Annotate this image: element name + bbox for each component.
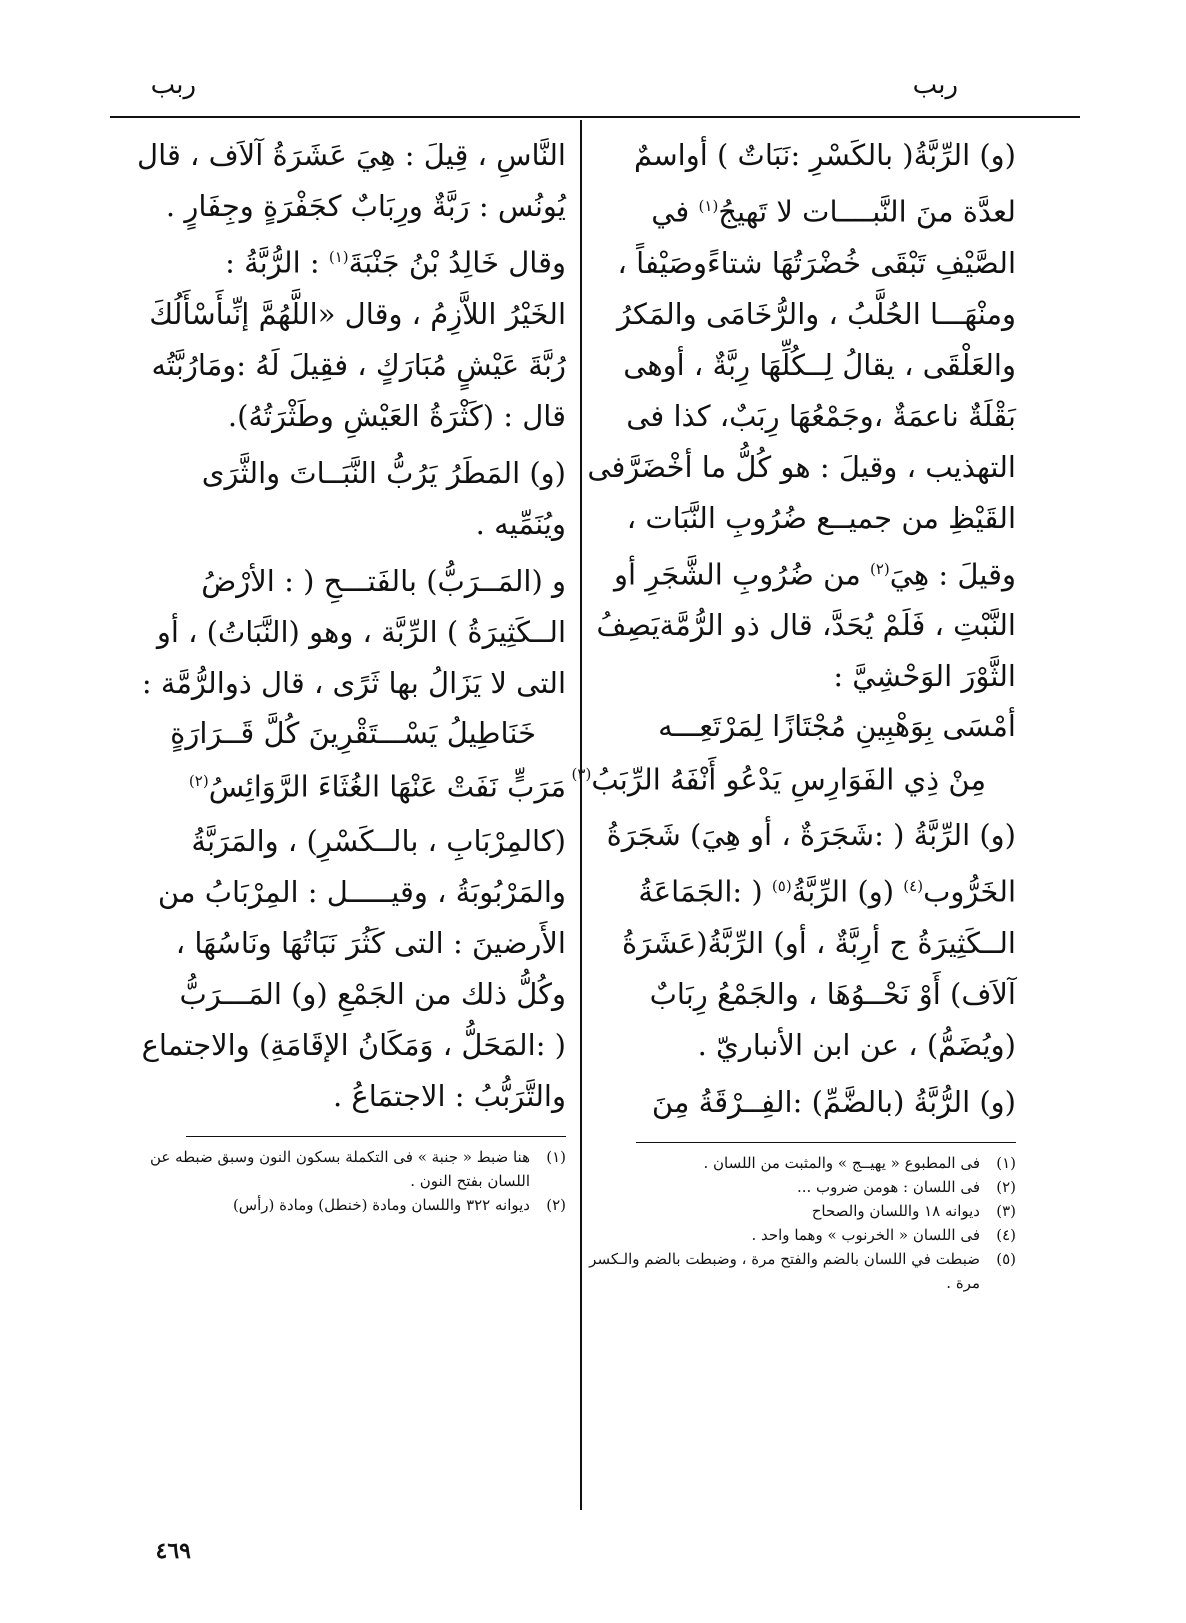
- footnote-marker: (٢): [188, 771, 209, 790]
- footnote-marker: (١): [328, 248, 349, 266]
- verse-line: [116, 757, 566, 811]
- verse-line: [566, 750, 1016, 804]
- footnote-text: هنا ضبط « جنبة » فى التكملة بسكون النون وسبق ضبطه عن اللسان بفتح النون .: [149, 1148, 530, 1191]
- footnote-rule: [636, 1142, 1016, 1143]
- footnote-marker: (٥): [771, 876, 792, 895]
- entry-paragraph: (و) الرِّبَّةُ ( :شَجَرَةٌ ، أو هِيَ) شَجَرَةُ الخَرُّوب$^{(٤)}$ (و) الرِّبَّةُ$^{(٥)}$ ( :الجَمَاعَةُ الــكَثِيرَةُ ج أرِبَّةٌ ، أو) الرِّبَّةُ(عَشَرَةُ آلاَف) أَوْ نَحْــوُهَا ، والجَمْعُ رِبَابٌ (ويُضَمُّ) ، عن ابن الأنباريّ .: [606, 817, 1016, 1062]
- verse-line: أمْسَى بِوَهْبِينِ مُجْتَازًا لِمَرْتَعِـــه: [658, 709, 1016, 744]
- footnote-text: فى المطبوع « يهيــج » والمثبت من اللسان .: [703, 1153, 980, 1172]
- footnote-rule: [186, 1136, 566, 1137]
- footnote: [566, 1223, 1016, 1247]
- footnote-number: (١): [996, 1153, 1016, 1172]
- verse-line: خَنَاطِيلُ يَسْـــتَقْرِينَ كُلَّ قَــرَارَةٍ: [170, 715, 536, 750]
- paragraph-text: من ضُرُوبِ الشَّجَرِ أو النَّبْتِ ، فَلَمْ يُحَدَّ، قال ذو الرُّمَّةيَصِفُ الثَّوْرَ الوَحْشِيَّ :: [596, 557, 1016, 694]
- entry-paragraph: [566, 130, 1016, 702]
- verse-text: مِنْ ذِي الفَوَارِسِ يَدْعُو أَنْفَهُ الرِّبَبُ: [591, 762, 986, 797]
- paragraph-text: ( :الجَمَاعَةُ الــكَثِيرَةُ ج أرِبَّةٌ ، أو) الرِّبَّةُ(عَشَرَةُ آلاَف) أَوْ نَحْــوُهَا ، والجَمْعُ رِبَابٌ (ويُضَمُّ) ، عن ابن الأنباريّ .: [621, 874, 1016, 1062]
- footnote-text: فى اللسان « الخرنوب » وهما واحد .: [751, 1225, 980, 1244]
- footnote-number: (١): [546, 1148, 566, 1167]
- paragraph-text: و) الرِّبَّةُ: [791, 874, 883, 909]
- paragraph-text: : الرُّبَّةُ : الخَيْرُ اللاَّزِمُ ، وقال «اللَّهُمَّ إنِّىأَسْأَلُكَ رُبَّةَ عَيْشٍ مُبَارَكٍ ، فقِيلَ لَهُ :ومَارُبَّتُه قال : (كَثْرَةُ العَيْشِ وطَثْرَتُهُ).: [149, 245, 566, 433]
- footnote-number: (٢): [546, 1196, 566, 1215]
- footnote-number: (٢): [996, 1177, 1016, 1196]
- footnote-number: (٣): [996, 1201, 1016, 1220]
- footnotes: [116, 1145, 566, 1217]
- footnote: [566, 1151, 1016, 1175]
- footnote-marker: (٣): [571, 765, 592, 784]
- footnote: [566, 1175, 1016, 1199]
- footnote-number: (٤): [996, 1225, 1016, 1244]
- right-column: [566, 130, 1016, 1295]
- footnote: [116, 1193, 566, 1217]
- left-column: [116, 130, 566, 1217]
- footnotes: [566, 1151, 1016, 1295]
- running-head-left: ربب: [150, 70, 196, 100]
- entry-paragraph: و (المَــرَبُّ) بالفَتـــحِ ( : الأرْضُ الــكَثِيرَةُ ) الرِّبَّة ، وهو (النَّبَاتُ) ، أو التى لا يَزَالُ بها ثَرًى ، قال ذوالرُّمَّة :: [141, 563, 566, 700]
- header-rule: [110, 116, 1080, 118]
- entry-paragraph: (و) الرُّبَّةُ (بالضَّمِّ) :الفِــرْقَةُ مِنَ: [651, 1084, 1016, 1119]
- footnote-marker: (٤): [903, 876, 924, 895]
- footnote: [566, 1199, 1016, 1223]
- entry-paragraph: (و) المَطَرُ يَرُبُّ النَّبَــاتَ والثَّرَى ويُنَمِّيه .: [201, 455, 566, 541]
- paragraph-text: وقال خَالِدُ بْنُ جَنْبَةَ: [348, 245, 566, 280]
- paragraph-text: في الصَّيْفِ تَبْقَى خُضْرَتُهَا شتاءًوصَيْفاً ، ومنْهَـــا الحُلَّبُ ، والرُّخَامَى والمَكرُ والعَلْقَى ، يقالُ لِــكُلِّهَا رِبَّةٌ ، أوهى بَقْلَةٌ ناعمَةٌ ،وجَمْعُهَا رِبَبٌ، كذا فى التهذيب ، وقيلَ : هو كُلُّ ما أخْضَرَّفى القَيْظِ من جميــع ضُرُوبِ النَّبَات ، وقيلَ : هِيَ: [587, 194, 1016, 592]
- page-number: ٤٦٩: [155, 1538, 191, 1564]
- footnote-text: فى اللسان : هومن ضروب ...: [796, 1177, 980, 1196]
- footnote: [116, 1145, 566, 1193]
- verse-text: مَرَبٍّ نَفَتْ عَنْهَا الغُثَاءَ الرَّوَائِسُ: [208, 769, 566, 804]
- running-head-right: ربب: [912, 70, 958, 100]
- entry-paragraph: النَّاسِ ، قِيلَ : هِيَ عَشَرَةُ آلاَف ، قال يُونُس : رَبَّةٌ ورِبَابٌ كجَفْرَةٍ وجِفَارٍ .: [137, 138, 566, 223]
- footnote-text: ضبطت في اللسان بالضم والفتح مرة ، وضبطت بالضم والـكسر مرة .: [589, 1249, 980, 1292]
- footnote-text: ديوانه ٣٢٢ واللسان ومادة (خنطل) ومادة (رأس): [232, 1196, 530, 1215]
- footnote-text: ديوانه ١٨ واللسان والصحاح: [811, 1201, 980, 1220]
- paragraph-text: (و) الرِّبَّةُ( بالكَسْرِ :نَبَاتٌ ) أواسمٌ لعدَّة منَ النَّبــــات لا تَهيجُ: [634, 138, 1016, 229]
- entry-paragraph: (كالمِرْبَابِ ، بالــكَسْرِ) ، والمَرَبَّةُ والمَرْبُوبَةُ ، وقيـــــل : المِرْبَابُ من الأَرضينَ : التى كَثُرَ نَبَاتُهَا ونَاسُهَا ، وكُلُّ ذلك من الجَمْعِ (و) المَـــرَبُّ ( :المَحَلُّ ، وَمَكَانُ الإقَامَةِ) والاجتماع والتَّرَبُّبُ : الاجتمَاعُ .: [141, 824, 566, 1114]
- footnote-marker: (٢): [869, 559, 890, 578]
- footnote-number: (٥): [996, 1249, 1016, 1268]
- footnote-marker: (١): [698, 197, 719, 215]
- footnote: [566, 1247, 1016, 1295]
- paragraph-text: (و) الرِّبَّةُ ( :شَجَرَةٌ ، أو هِيَ) شَجَرَةُ الخَرُّوب: [606, 817, 1016, 909]
- entry-paragraph: [116, 232, 566, 442]
